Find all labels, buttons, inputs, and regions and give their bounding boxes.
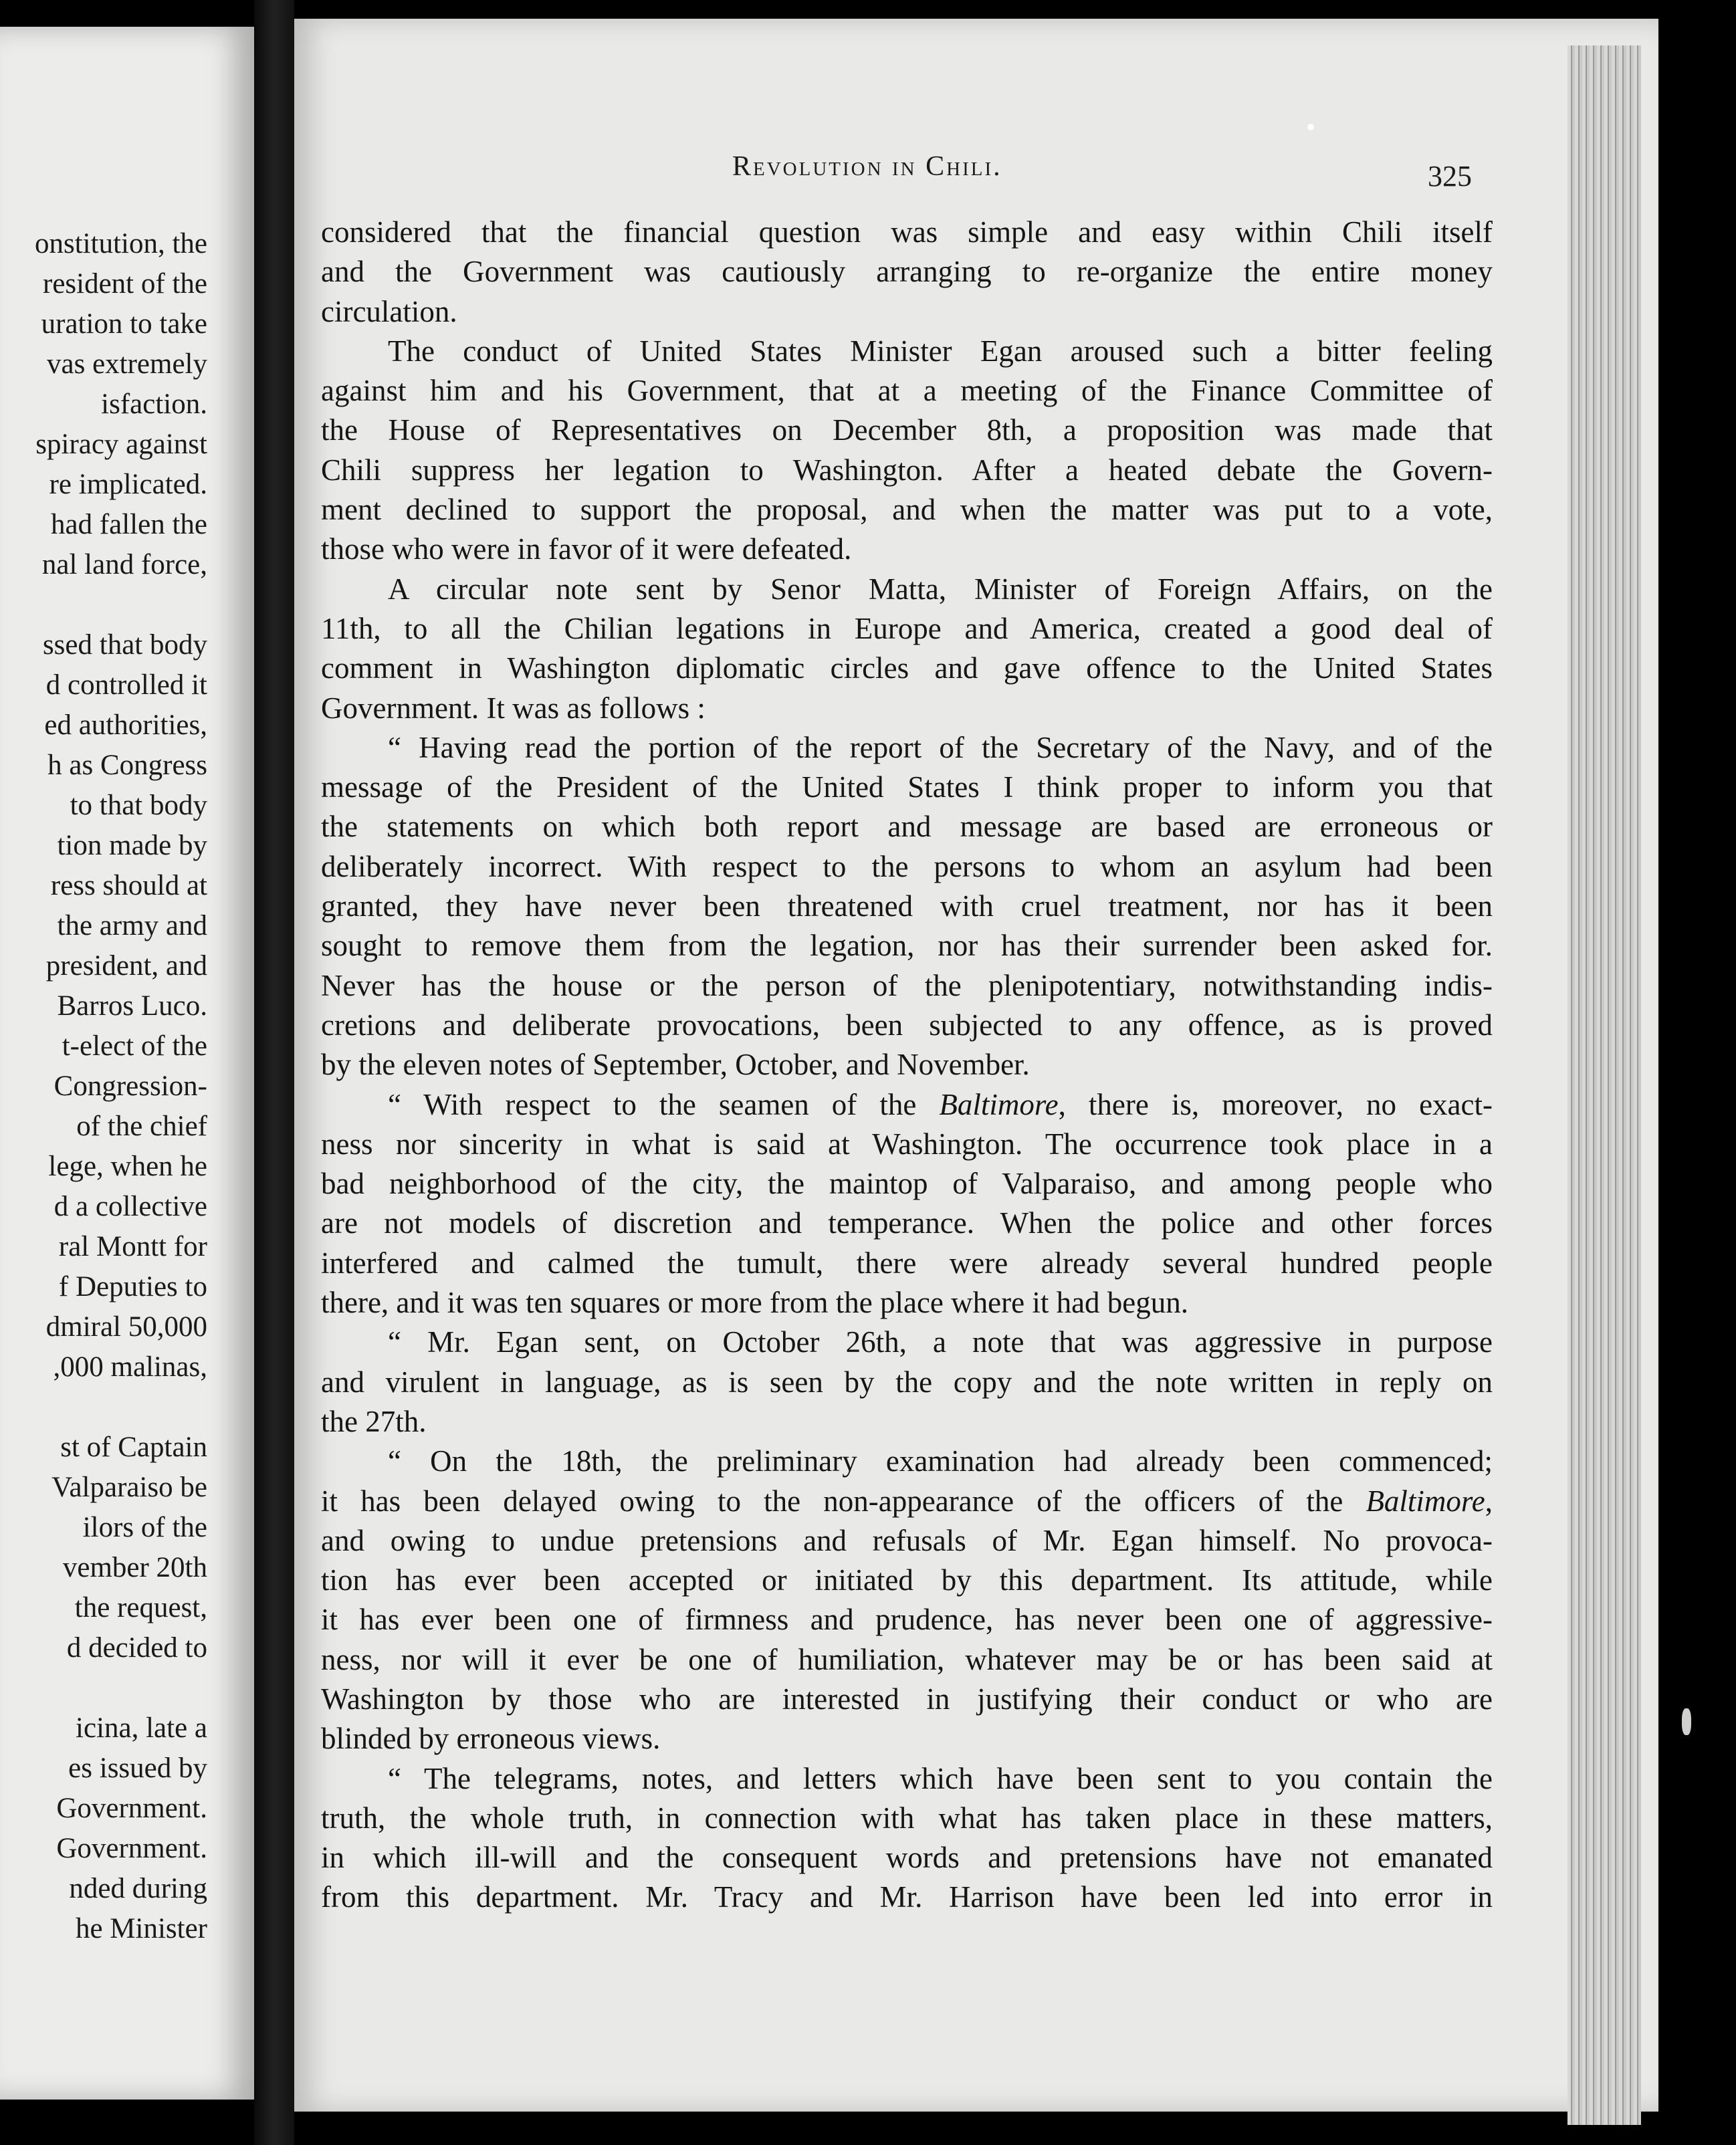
- running-header: Revolution in Chili.: [732, 151, 1002, 182]
- text-line: [321, 1482, 1493, 1521]
- text-line: the House of Representatives on December 8th, a proposition was made that: [321, 413, 1493, 447]
- text-line: it has ever been one of firmness and prudence, has never been one of aggressive-: [321, 1603, 1493, 1637]
- left-page-line: had fallen the: [50, 509, 207, 540]
- left-page-line: re implicated.: [49, 469, 207, 500]
- left-page-line: ssed that body: [42, 629, 207, 661]
- text-line: circulation.: [321, 294, 457, 328]
- text-line: blinded by erroneous views.: [321, 1722, 661, 1756]
- text-line: are not models of discretion and temperance. When the police and other forces: [321, 1206, 1493, 1240]
- left-page-line: lege, when he: [48, 1151, 207, 1182]
- left-page-line: t-elect of the: [62, 1030, 207, 1062]
- left-page-line: Valparaiso be: [51, 1472, 207, 1503]
- left-page-line: spiracy against: [35, 429, 207, 460]
- text-line: sought to remove them from the legation, nor has their surrender been asked for.: [321, 929, 1493, 963]
- left-page-line: of the chief: [76, 1111, 207, 1142]
- text-line: [321, 1085, 1493, 1125]
- text-line: ness nor sincerity in what is said at Washington. The occurrence took place in a: [321, 1127, 1493, 1161]
- left-page-line: Barros Luco.: [57, 990, 207, 1022]
- left-page-text: [35, 224, 207, 1949]
- left-page-line: st of Captain: [60, 1432, 207, 1463]
- left-page-line: [35, 585, 207, 625]
- text-line: the statements on which both report and message are based are erroneous or: [321, 810, 1493, 844]
- left-page-line: the army and: [57, 910, 207, 941]
- left-page-line: [35, 1668, 207, 1708]
- text-line: “ Mr. Egan sent, on October 26th, a note that was aggressive in purpose: [388, 1325, 1493, 1359]
- left-page-line: f Deputies to: [58, 1271, 207, 1303]
- text-line: and the Government was cautiously arranging to re-organize the entire money: [321, 255, 1493, 289]
- left-page-line: vas extremely: [47, 348, 207, 380]
- text-line: granted, they have never been threatened with cruel treatment, nor has it been: [321, 889, 1493, 923]
- left-page-line: isfaction.: [101, 388, 207, 420]
- text-line: Government. It was as follows :: [321, 691, 706, 725]
- left-page-line: d decided to: [66, 1632, 207, 1664]
- paper-speck: [1307, 124, 1314, 130]
- text-segment: “ With respect to the seamen of the: [388, 1087, 940, 1121]
- text-line: A circular note sent by Senor Matta, Minister of Foreign Affairs, on the: [388, 572, 1493, 606]
- text-line: against him and his Government, that at a meeting of the Finance Committee of: [321, 374, 1493, 408]
- left-page-line: ilors of the: [82, 1512, 207, 1543]
- left-page-line: Congression-: [53, 1070, 207, 1102]
- left-page-line: nal land force,: [41, 549, 207, 580]
- left-page-line: Government.: [56, 1793, 207, 1824]
- left-page-line: uration to take: [41, 308, 207, 340]
- text-line: ment declined to support the proposal, and when the matter was put to a vote,: [321, 493, 1493, 527]
- text-line: message of the President of the United States I think proper to inform you that: [321, 770, 1493, 804]
- book-gutter: [254, 0, 294, 2145]
- italic-ship-name: Baltimore: [1366, 1484, 1485, 1518]
- text-line: considered that the financial question was simple and easy within Chili itself: [321, 215, 1493, 249]
- text-segment: it has been delayed owing to the non-appearance of the officers of the: [321, 1484, 1366, 1518]
- left-page-line: nded during: [69, 1873, 207, 1904]
- text-line: in which ill-will and the consequent words and pretensions have not emanated: [321, 1841, 1493, 1875]
- left-page-line: the request,: [74, 1592, 207, 1623]
- left-page-line: d controlled it: [45, 669, 207, 701]
- text-line: and virulent in language, as is seen by the copy and the note written in reply on: [321, 1365, 1493, 1399]
- text-line: by the eleven notes of September, October, and November.: [321, 1048, 1030, 1082]
- text-line: truth, the whole truth, in connection with what has taken place in these matters,: [321, 1801, 1493, 1835]
- text-line: Washington by those who are interested in justifying their conduct or who are: [321, 1682, 1493, 1716]
- text-line: deliberately incorrect. With respect to the persons to whom an asylum had been: [321, 849, 1493, 883]
- left-page-line: [35, 1387, 207, 1428]
- text-line: “ Having read the portion of the report of the Secretary of the Navy, and of the: [388, 730, 1493, 764]
- italic-ship-name: Baltimore: [939, 1087, 1059, 1121]
- left-page-line: es issued by: [68, 1753, 207, 1784]
- paper-mark: [1682, 1708, 1691, 1735]
- text-line: those who were in favor of it were defeated.: [321, 532, 852, 566]
- text-line: there, and it was ten squares or more from the place where it had begun.: [321, 1286, 1189, 1320]
- page-number: 325: [1428, 160, 1472, 193]
- left-facing-page: [0, 27, 254, 2100]
- left-page-line: icina, late a: [76, 1712, 207, 1744]
- text-line: Never has the house or the person of the plenipotentiary, notwithstanding indis-: [321, 968, 1493, 1002]
- text-segment: , there is, moreover, no exact-: [1058, 1087, 1493, 1121]
- text-line: 11th, to all the Chilian legations in Europe and America, created a good deal of: [321, 611, 1493, 645]
- left-page-line: president, and: [45, 950, 207, 982]
- left-page-line: resident of the: [43, 268, 207, 300]
- left-page-line: h as Congress: [47, 750, 207, 781]
- left-page-line: ral Montt for: [58, 1231, 207, 1262]
- left-page-line: Government.: [56, 1833, 207, 1864]
- left-page-line: dmiral 50,000: [45, 1311, 207, 1343]
- left-page-line: ress should at: [50, 870, 207, 901]
- left-page-line: ed authorities,: [44, 709, 207, 741]
- text-line: comment in Washington diplomatic circles and gave offence to the United States: [321, 651, 1493, 685]
- text-line: ness, nor will it ever be one of humiliation, whatever may be or has been said at: [321, 1642, 1493, 1676]
- left-page-line: to that body: [70, 790, 207, 821]
- text-line: The conduct of United States Minister Egan aroused such a bitter feeling: [388, 334, 1493, 368]
- text-line: and owing to undue pretensions and refusals of Mr. Egan himself. No provoca-: [321, 1523, 1493, 1557]
- text-line: bad neighborhood of the city, the maintop of Valparaiso, and among people who: [321, 1167, 1493, 1201]
- text-line: cretions and deliberate provocations, been subjected to any offence, as is proved: [321, 1008, 1493, 1042]
- text-line: Chili suppress her legation to Washington. After a heated debate the Govern-: [321, 453, 1493, 487]
- text-line: from this department. Mr. Tracy and Mr. Harrison have been led into error in: [321, 1880, 1493, 1914]
- text-line: interfered and calmed the tumult, there were already several hundred people: [321, 1246, 1493, 1280]
- left-page-line: vember 20th: [62, 1552, 207, 1583]
- left-page-line: tion made by: [57, 830, 207, 861]
- text-line: the 27th.: [321, 1404, 427, 1438]
- body-text: [321, 213, 1493, 1918]
- left-page-line: ,000 malinas,: [53, 1351, 207, 1383]
- left-page-line: he Minister: [75, 1913, 207, 1944]
- text-segment: ,: [1485, 1484, 1493, 1518]
- left-page-line: d a collective: [53, 1191, 207, 1222]
- text-line: “ The telegrams, notes, and letters which have been sent to you contain the: [388, 1761, 1493, 1795]
- text-line: tion has ever been accepted or initiated by this department. Its attitude, while: [321, 1563, 1493, 1597]
- left-page-line: onstitution, the: [35, 228, 207, 259]
- page-edges: [1567, 45, 1641, 2125]
- text-line: “ On the 18th, the preliminary examination had already been commenced;: [388, 1444, 1493, 1478]
